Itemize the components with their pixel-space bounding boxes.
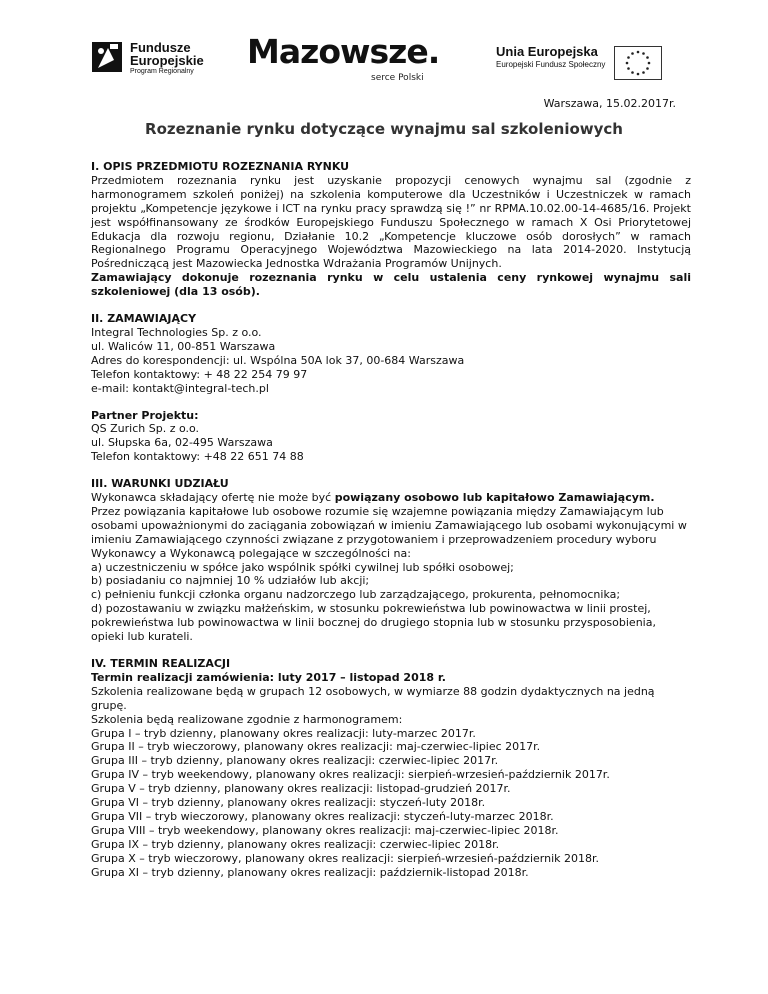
list-item: Grupa X – tryb wieczorowy, planowany okres realizacji: sierpień-wrzesień-październik 2018r.: [91, 851, 600, 865]
section-paragraph: [91, 491, 691, 505]
section-conditions: [91, 477, 691, 644]
list-item: Grupa III – tryb dzienny, planowany okres realizacji: czerwiec-lipiec 2017r.: [91, 754, 499, 768]
eu-title: Unia Europejska: [496, 44, 598, 59]
list-item: Grupa VIII – tryb weekendowy, planowany okres realizacji: maj-czerwiec-lipiec 2018r.: [91, 823, 559, 837]
list-item: Grupa V – tryb dzienny, planowany okres realizacji: listopad-grudzień 2017r.: [91, 782, 511, 796]
section-paragraph: Przez powiązania kapitałowe lub osobowe rozumie się wzajemne powiązania między Zamawiającym lub osobami upoważnionymi do zaciągania zobowiązań w imieniu Zamawiającego lub osobami wykonującymi w imieniu Zamawiającego czynności związane z przygotowaniem i przeprowadzeniem procedury wyboru Wykonawcy a Wykonawcą polegające w szczególności na:: [91, 504, 687, 560]
contact-line: ul. Słupska 6a, 02-495 Warszawa: [91, 436, 273, 450]
section-description: [91, 160, 691, 299]
list-item: Grupa XI – tryb dzienny, planowany okres realizacji: październik-listopad 2018r.: [91, 865, 529, 879]
list-item: b) posiadaniu co najmniej 10 % udziałów lub akcji;: [91, 574, 370, 588]
fundusze-europejskie-text: [130, 41, 204, 77]
contact-line: e-mail: kontakt@integral-tech.pl: [91, 381, 269, 395]
section-paragraph: Przedmiotem rozeznania rynku jest uzyskanie propozycji cenowych wynajmu sal (zgodnie z harmonogramem szkoleń poniżej) na szkolenia komputerowe dla Uczestników i Uczestniczek w ramach projektu „Kompetencje językowe i ICT na rynku pracy sprawdzą się !” nr RPMA.10.02.00-14-4685/16. Projekt jest współfinansowany ze środków Europejskiego Funduszu Społecznego w ramach X Osi Priorytetowej Edukacja dla rozwoju regionu, Działanie 10.2 „Kompetencje kluczowe osób dorosłych” w ramach Regionalnego Programu Operacyjnego Województwa Mazowieckiego na lata 2014-2020. Instytucją Pośredniczącą jest Mazowiecka Jednostka Wdrażania Programów Unijnych.: [91, 173, 691, 271]
section-partner: [91, 409, 691, 465]
eu-subtitle: Europejski Fundusz Społeczny: [496, 60, 606, 69]
fe-line1: Fundusze: [130, 40, 191, 55]
mazowsze-wordmark: Mazowsze.: [247, 32, 440, 71]
list-item: a) uczestniczeniu w spółce jako wspólnik spółki cywilnej lub spółki osobowej;: [91, 560, 514, 574]
section-heading: I. OPIS PRZEDMIOTU ROZEZNANIA RYNKU: [91, 160, 350, 173]
contact-line: Telefon kontaktowy: +48 22 651 74 88: [91, 450, 304, 464]
bold-statement: Zamawiający dokonuje rozeznania rynku w celu ustalenia ceny rynkowej wynajmu sali szkoleniowej (dla 13 osób).: [91, 271, 691, 299]
mazowsze-tagline: serce Polski: [371, 73, 424, 83]
eu-logo-text: [496, 44, 605, 71]
section-paragraph: Szkolenia będą realizowane zgodnie z harmonogramem:: [91, 712, 403, 726]
contact-line: Telefon kontaktowy: + 48 22 254 79 97: [91, 367, 308, 381]
section-heading: III. WARUNKI UDZIAŁU: [91, 477, 229, 491]
fe-line2: Europejskie: [130, 53, 204, 68]
section-ordering-party: [91, 312, 691, 395]
list-item: c) pełnieniu funkcji członka organu nadzorczego lub zarządzającego, prokurenta, pełnomocnika;: [91, 588, 621, 602]
list-item: Grupa II – tryb wieczorowy, planowany okres realizacji: maj-czerwiec-lipiec 2017r.: [91, 740, 541, 754]
section-heading: IV. TERMIN REALIZACJI: [91, 657, 231, 670]
mazowsze-logo: [247, 32, 440, 92]
list-item: Grupa VI – tryb dzienny, planowany okres realizacji: styczeń-luty 2018r.: [91, 796, 486, 810]
section-heading: Partner Projektu:: [91, 408, 199, 422]
contact-line: Integral Technologies Sp. z o.o.: [91, 325, 262, 339]
fundusze-europejskie-logo-icon: [92, 42, 126, 74]
intro-text: Wykonawca składający ofertę nie może być: [91, 491, 335, 505]
contact-line: Adres do korespondencji: ul. Wspólna 50A lok 37, 00-684 Warszawa: [91, 353, 465, 367]
list-item: Grupa VII – tryb wieczorowy, planowany okres realizacji: styczeń-luty-marzec 2018r.: [91, 809, 554, 823]
logo-bar: [0, 0, 768, 90]
list-item: Grupa IX – tryb dzienny, planowany okres realizacji: czerwiec-lipiec 2018r.: [91, 837, 500, 851]
contact-line: ul. Waliców 11, 00-851 Warszawa: [91, 339, 276, 353]
list-item: Grupa IV – tryb weekendowy, planowany okres realizacji: sierpień-wrzesień-październik 2017r.: [91, 768, 610, 782]
eu-flag-icon: [614, 46, 662, 80]
section-heading: II. ZAMAWIAJĄCY: [91, 312, 197, 326]
section-subheading: Termin realizacji zamówienia: luty 2017 – listopad 2018 r.: [91, 670, 446, 684]
document-title: Rozeznanie rynku dotyczące wynajmu sal szkoleniowych: [145, 120, 623, 138]
list-item: Grupa I – tryb dzienny, planowany okres realizacji: luty-marzec 2017r.: [91, 726, 476, 740]
document-body: [91, 160, 691, 893]
list-item: d) pozostawaniu w związku małżeńskim, w stosunku pokrewieństwa lub powinowactwa w linii prostej, pokrewieństwa lub powinowactwa w linii bocznej do drugiego stopnia lub w stosunku przysposobienia, opieki lub kurateli.: [91, 602, 656, 644]
section-timeline: [91, 657, 691, 880]
document-date: Warszawa, 15.02.2017r.: [543, 97, 676, 110]
fe-line3: Program Regionalny: [130, 68, 194, 75]
contact-line: QS Zurich Sp. z o.o.: [91, 422, 200, 436]
section-paragraph: Szkolenia realizowane będą w grupach 12 osobowych, w wymiarze 88 godzin dydaktycznych na jedną grupę.: [91, 684, 655, 712]
intro-bold-text: powiązany osobowo lub kapitałowo Zamawiającym.: [334, 491, 655, 505]
